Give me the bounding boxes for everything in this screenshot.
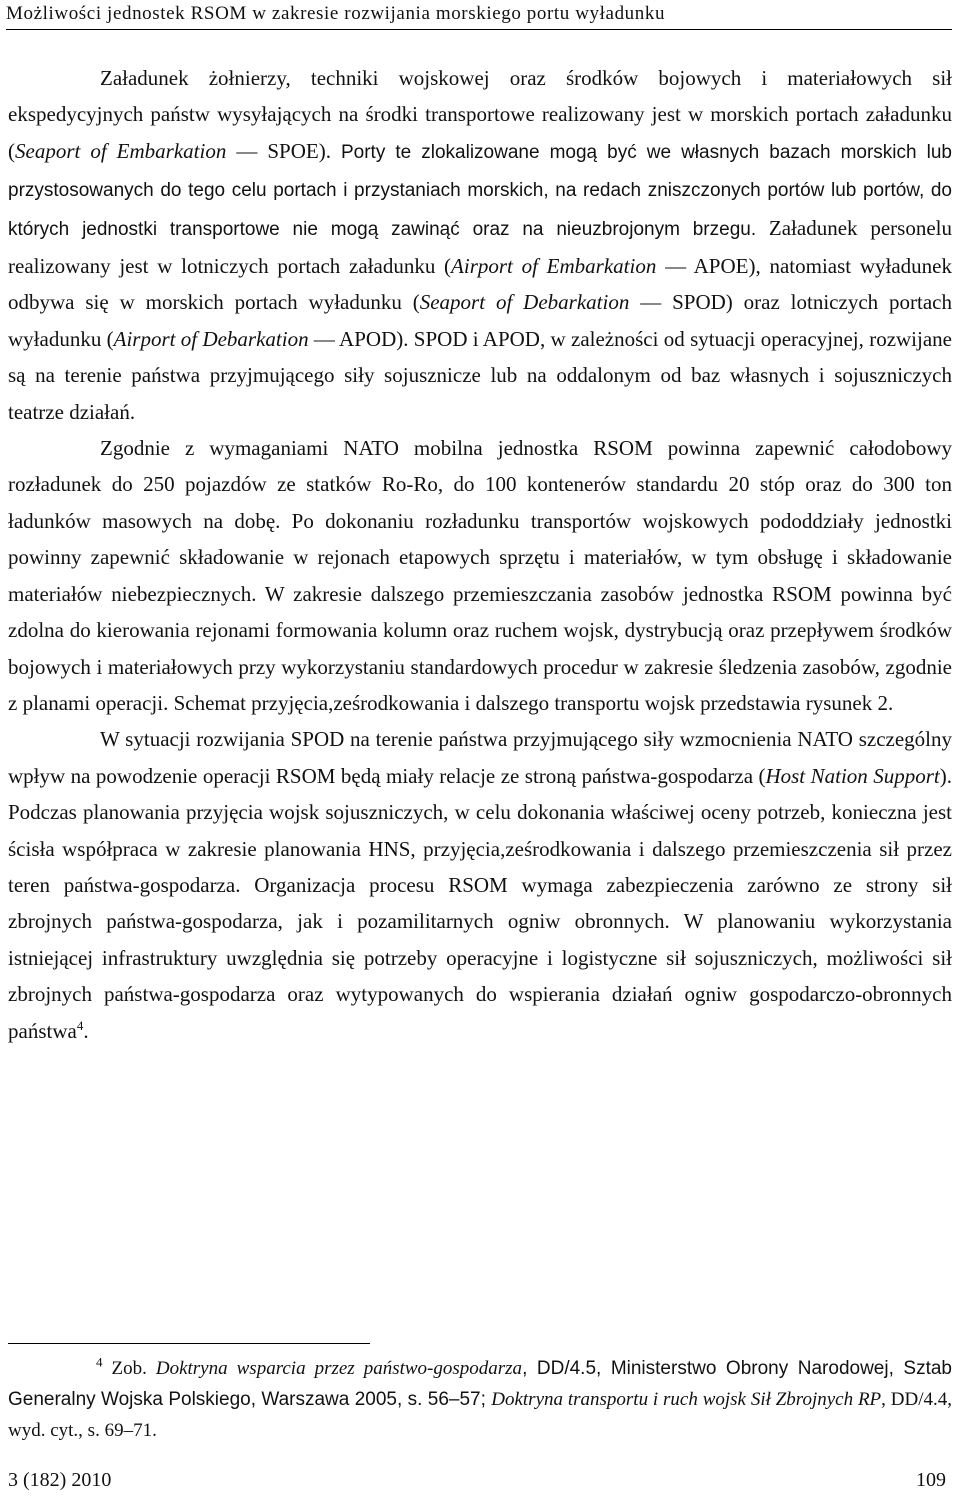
paragraph-2: Zgodnie z wymaganiami NATO mobilna jednostka RSOM powinna zapewnić całodobowy rozładunek do 250 pojazdów ze statków Ro-Ro, do 100 kontenerów standardu 20 stóp oraz do 300 ton ładunków masowych na dobę. Po dokonaniu rozładunku transportów wojskowych pododdziały jednostki powinny zapewnić składowanie w rejonach etapowych sprzętu i materiałów, w tym obsługę i składowanie materiałów niebezpiecznych. W zakresie dalszego przemieszczania zasobów jednostka RSOM powinna być zdolna do kierowania rejonami formowania kolumn oraz ruchem wojsk, dystrybucją oraz przepływem środków bojowych i materiałowych przy wykorzystaniu standardowych procedur w zakresie śledzenia zasobów, zgodnie z planami operacji. Schemat przyjęcia,ześrodkowania i dalszego transportu wojsk przedstawia rysunek 2. xyxy=(8,436,952,715)
text-span: — SPOE). xyxy=(226,138,341,163)
text-span: , DD/4.4, wyd. cyt., s. 69–71. xyxy=(8,1389,952,1441)
paragraph-3 xyxy=(8,721,952,1049)
text-span: — APOD). SPOD i APOD, w zależności od sytuacji operacyjnej, rozwijane są na terenie państwa przyjmującego siły sojusznicze lub na oddalonym od baz własnych i sojuszniczych teatrze działań. xyxy=(8,326,952,424)
text-span: ). Podczas planowania przyjęcia wojsk sojuszniczych, w celu dokonania właściwej oceny potrzeb, konieczna jest ścisła współpraca w zakresie planowania HNS, przyjęcia,ześrodkowania i dalszego przemieszczenia sił przez teren państwa-gospodarza. Organizacja procesu RSOM wymaga zabezpieczenia zarówno ze strony sił zbrojnych państwa-gospodarza, jak i pozamilitarnych ogniw obronnych. W planowaniu wykorzystania istniejącej infrastruktury uwzględnia się potrzeby operacyjne i logistyczne sił sojuszniczych, możliwości sił zbrojnych państwa-gospodarza oraz wytypowanych do wspierania działań ogniw gospodarczo-obronnych państwa xyxy=(8,763,952,1043)
text-span-sans: , DD/4.5, Ministerstwo Obrony Narodowej, Sztab Generalny Wojska Polskiego, Warszawa 2005, s. 56–57; xyxy=(8,1358,952,1410)
text-span: . xyxy=(83,1018,89,1043)
footnote-reference[interactable]: 4 xyxy=(76,1017,84,1033)
text-span: Załadunek personelu realizowany jest w lotniczych portach załadunku ( xyxy=(8,215,952,279)
text-span-sans: Porty te zlokalizowane mogą być we własnych bazach morskich lub przystosowanych do tego celu portach i przystaniach morskich, na redach zniszczonych portów lub portów, do których jednostki transportowe nie mogą zawinąć oraz na nieuzbrojonym brzegu. xyxy=(8,141,952,240)
italic-term: Seaport of Debarkation xyxy=(419,290,630,315)
italic-term: Host Nation Support xyxy=(765,763,940,788)
text-span: W sytuacji rozwijania SPOD na terenie państwa przyjmującego siły wzmocnienia NATO szczególny wpływ na powodzenie operacji RSOM będą miały relacje ze stroną państwa-gospodarza ( xyxy=(8,727,952,788)
text-span: Zob. xyxy=(102,1358,156,1379)
italic-term: Airport of Debarkation xyxy=(113,326,309,351)
footnote-4 xyxy=(8,1353,952,1446)
running-header: Możliwości jednostek RSOM w zakresie rozwijania morskiego portu wyładunku xyxy=(6,2,952,30)
paragraph-1 xyxy=(8,60,952,430)
text-span: Załadunek żołnierzy, techniki wojskowej oraz środków bojowych i materiałowych sił ekspedycyjnych państw wysyłających na środki transportowe realizowany jest w morskich portach załadunku ( xyxy=(8,66,952,163)
text-span: — APOE), natomiast wyładunek odbywa się w morskich portach wyładunku ( xyxy=(8,254,952,315)
italic-title: Doktryna wsparcia przez państwo-gospodarza xyxy=(155,1358,523,1379)
italic-title: Doktryna transportu i ruch wojsk Sił Zbrojnych RP xyxy=(491,1389,882,1410)
italic-term: Airport of Embarkation xyxy=(451,254,657,279)
footnote-separator xyxy=(8,1343,370,1344)
issue-number: 3 (182) 2010 xyxy=(8,1469,112,1491)
text-span: — SPOD) oraz lotniczych portach wyładunku ( xyxy=(8,290,953,351)
footnote-mark: 4 xyxy=(96,1354,103,1370)
page-number: 109 xyxy=(916,1469,946,1491)
footnote-text xyxy=(8,1353,952,1446)
italic-term: Seaport of Embarkation xyxy=(15,138,227,163)
article-body xyxy=(8,60,952,1049)
